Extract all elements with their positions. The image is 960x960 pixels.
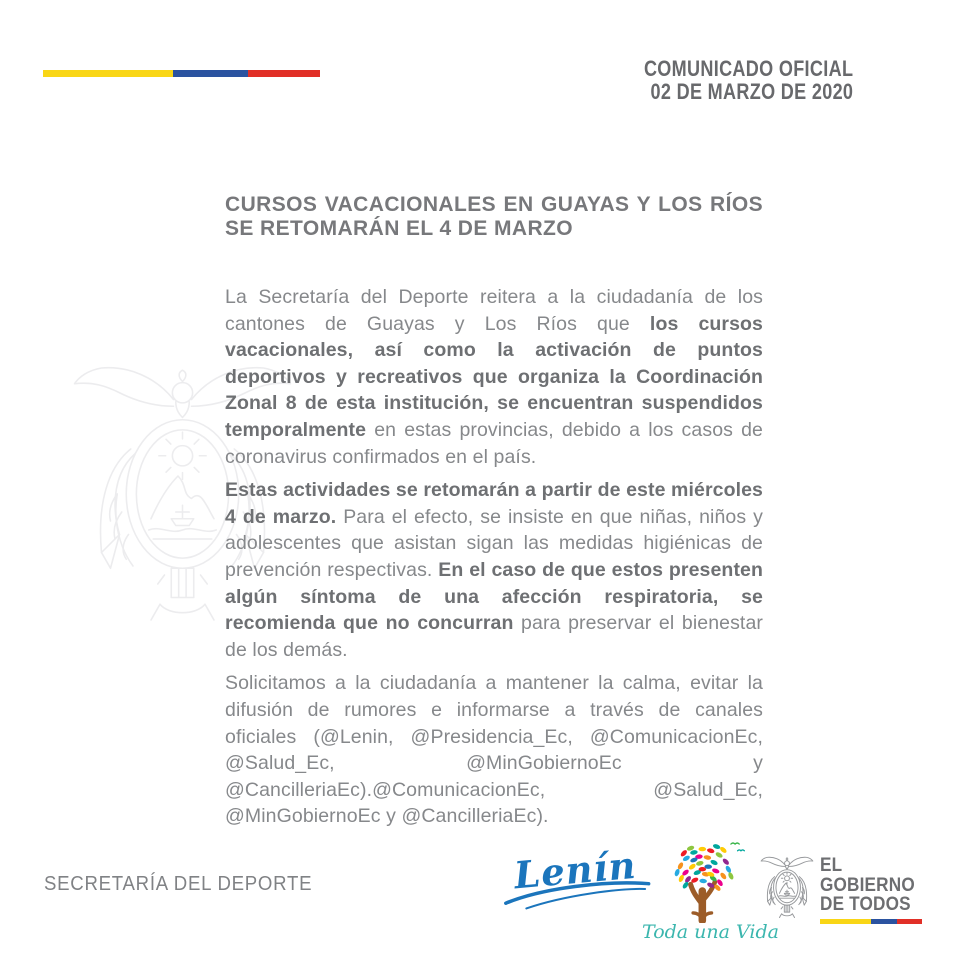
lenin-signature-logo	[498, 844, 654, 914]
body-paragraph: Solicitamos a la ciudadanía a mantener la calma, evitar la difusión de rumores e informarse a través de canales oficiales (@Lenin, @Presidencia_Ec, @ComunicacionEc, @Salud_Ec, @MinGobiernoEc y @CancilleriaEc).@ComunicacionEc, @Salud_Ec, @MinGobiernoEc y @CancilleriaEc).	[225, 672, 763, 828]
document-column	[225, 193, 763, 837]
organization-name: SECRETARÍA DEL DEPORTE	[44, 873, 313, 895]
document-title: CURSOS VACACIONALES EN GUAYAS Y LOS RÍOS SE RETOMARÁN EL 4 DE MARZO	[225, 193, 763, 240]
communique-label: COMUNICADO OFICIAL	[643, 56, 853, 81]
header-meta	[644, 57, 853, 103]
ecuador-coat-of-arms-icon	[760, 853, 814, 924]
lenin-signature-text: Lenín	[512, 842, 639, 898]
gobierno-line-2: GOBIERNO	[820, 873, 915, 896]
body-paragraph: La Secretaría del Deporte reitera a la ciudadanía de los cantones de Guayas y Los Ríos que los cursos vacacionales, así como la activación de puntos deportivos y recreativos que organiza la Coordinación Zonal 8 de esta institución, se encuentran suspendidos temporalmente en estas provincias, debido a los casos de coronavirus confirmados en el país.	[225, 286, 763, 468]
flag-yellow-segment	[820, 919, 871, 924]
flag-red-segment	[897, 919, 923, 924]
flag-blue-segment	[173, 70, 248, 77]
toda-una-vida-logo	[642, 839, 779, 943]
flag-red-segment	[248, 70, 320, 77]
flag-blue-segment	[871, 919, 897, 924]
tree-leaves	[674, 843, 735, 892]
gobierno-flag-stripe-icon	[820, 919, 922, 924]
body-paragraph: Estas actividades se retomarán a partir de este miércoles 4 de marzo. Para el efecto, se insiste en que niñas, niños y adolescentes que asistan sigan las medidas higiénicas de prevención respectivas. En el caso de que estos presenten algún síntoma de una afección respiratoria, se recomienda que no concurran para preservar el bienestar de los demás.	[225, 479, 763, 661]
ecuador-flag-stripe-icon	[43, 70, 320, 77]
communique-date: 02 DE MARZO DE 2020	[650, 79, 853, 104]
toda-una-vida-label: Toda una Vida	[642, 921, 779, 943]
toda-una-vida-tree-icon	[657, 839, 751, 923]
document-body	[225, 284, 763, 830]
flag-yellow-segment	[43, 70, 173, 77]
gobierno-line-1: EL	[820, 854, 843, 876]
gobierno-line-3: DE TODOS	[820, 893, 911, 915]
gobierno-text-block	[820, 853, 928, 924]
flying-birds-icon	[731, 843, 744, 851]
gobierno-de-todos-logo	[760, 853, 928, 924]
